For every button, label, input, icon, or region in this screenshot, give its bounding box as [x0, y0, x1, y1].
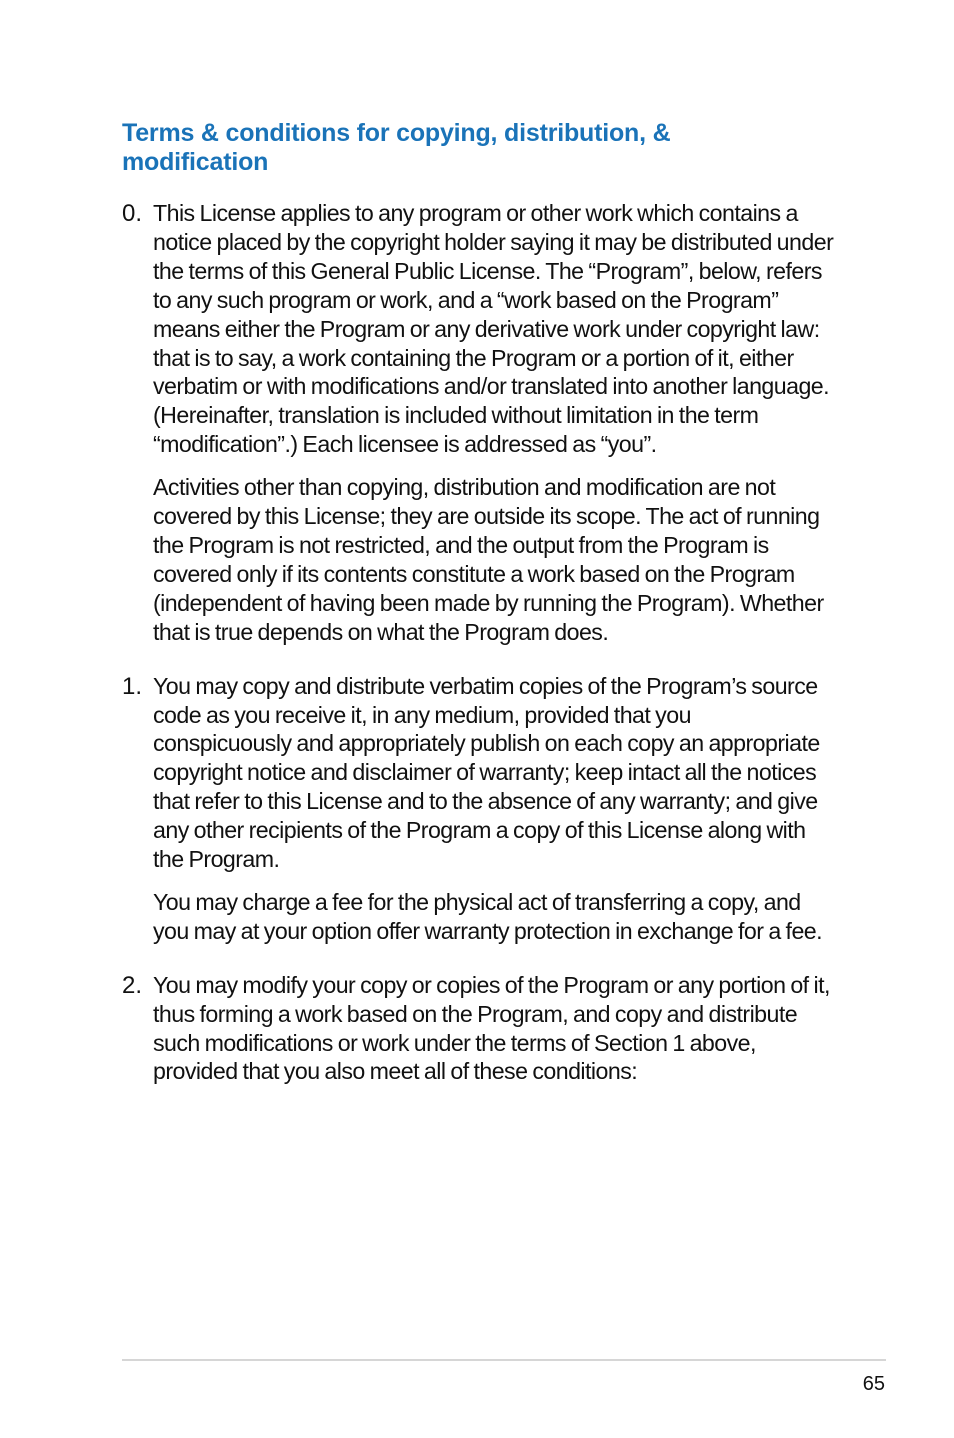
item-number: 1. — [122, 672, 143, 700]
item-number: 0. — [122, 200, 143, 227]
item-paragraph: Activities other than copying, distribution and modification are not covered by this License; they are outside its scope. The act of running the Program is not restricted, and the output from the Program is covered only if its contents constitute a work based on the Program (independent of having been made by running the Program). Whether that is true depends on what the Program does. — [153, 474, 824, 645]
item-paragraph: This License applies to any program or other work which contains a notice placed by the copyright holder saying it may be distributed under the terms of this General Public License. The “Program”, below, refers to any such program or work, and a “work based on the Program” means either the Program or any derivative work under copyright law: that is to say, a work containing the Program or a portion of it, either verbatim or with modifications and/or translated into another language. (Hereinafter, translation is included without limitation in the term “modification”.) Each licensee is addressed as “you”. — [153, 200, 834, 458]
item-paragraph: You may modify your copy or copies of the Program or any portion of it, thus forming a work based on the Program, and copy and distribute such modifications or work under the terms of Section 1 above, provided that you also meet all of these conditions: — [153, 971, 830, 1085]
list-item — [122, 971, 834, 1087]
section-heading: Terms & conditions for copying, distribution, & modification — [122, 119, 671, 176]
footer-divider — [122, 1359, 886, 1361]
license-terms-list — [122, 199, 834, 1111]
item-paragraph: You may charge a fee for the physical act of transferring a copy, and you may at your option offer warranty protection in exchange for a fee. — [153, 888, 823, 944]
list-item — [122, 199, 834, 647]
item-number: 2. — [122, 971, 143, 999]
list-item — [122, 672, 834, 946]
item-paragraph: You may copy and distribute verbatim copies of the Program’s source code as you receive it, in any medium, provided that you conspicuously and appropriately publish on each copy an appropriate copyright notice and disclaimer of warranty; keep intact all the notices that refer to this License and to the absence of any warranty; and give any other recipients of the Program a copy of this License along with the Program. — [153, 672, 820, 873]
page-number: 65 — [862, 1373, 885, 1395]
